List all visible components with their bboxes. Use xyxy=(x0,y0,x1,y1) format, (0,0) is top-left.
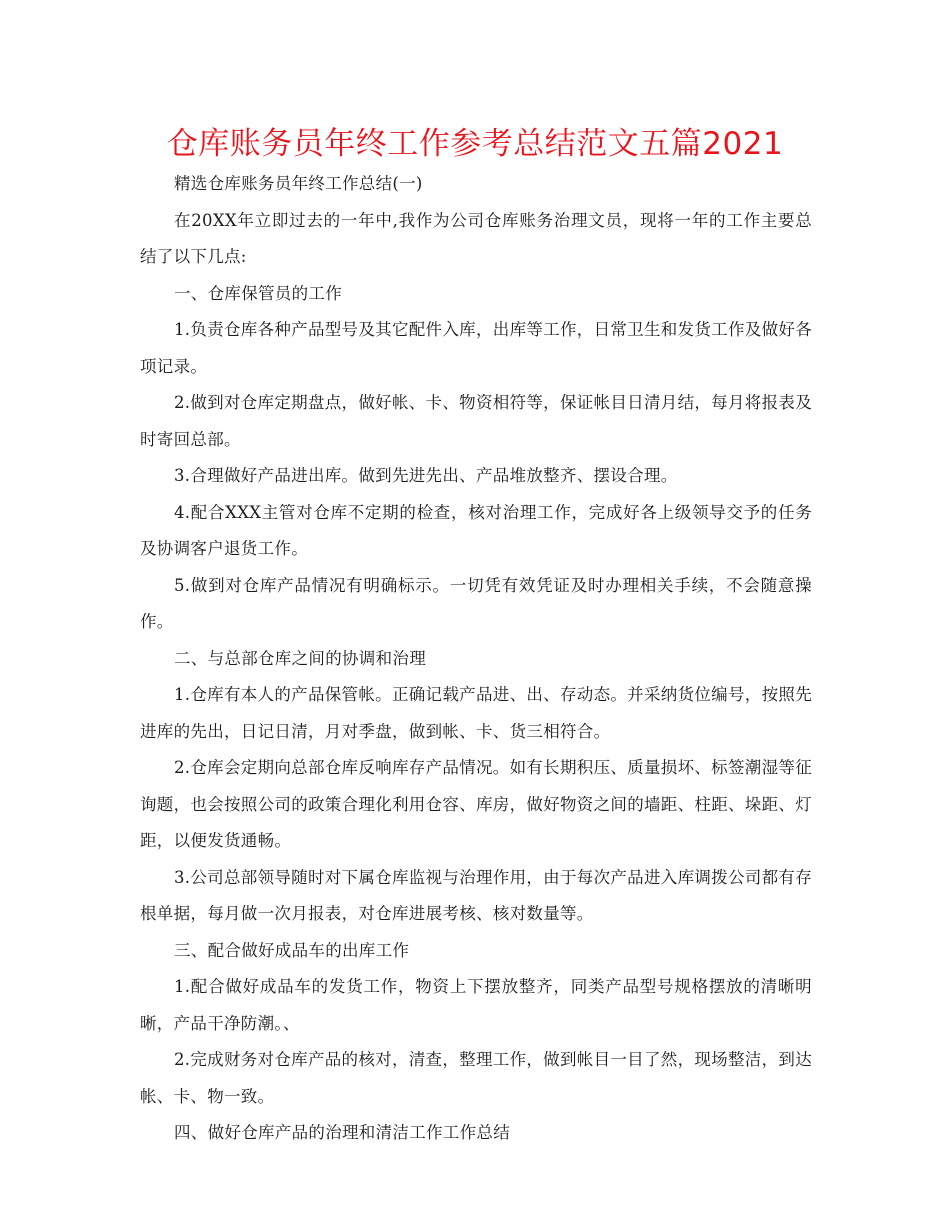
paragraph: 4.配合XXX主管对仓库不定期的检查，核对治理工作，完成好各上级领导交予的任务及协调客户退货工作。 xyxy=(140,502,812,558)
section-heading-1: 一、仓库保管员的工作 xyxy=(174,283,342,303)
paragraph: 3.公司总部领导随时对下属仓库监视与治理作用，由于每次产品进入库调拨公司都有存根单据，每月做一次月报表，对仓库进展考核、核对数量等。 xyxy=(140,867,812,923)
paragraph: 2.做到对仓库定期盘点，做好帐、卡、物资相符等，保证帐目日清月结，每月将报表及时寄回总部。 xyxy=(140,393,812,449)
subtitle-paragraph: 精选仓库账务员年终工作总结(一) xyxy=(174,174,423,193)
paragraph: 2.完成财务对仓库产品的核对，清查，整理工作，做到帐目一目了然，现场整洁，到达帐、卡、物一致。 xyxy=(140,1050,812,1106)
paragraph: 2.仓库会定期向总部仓库反响库存产品情况。如有长期积压、质量损坏、标签潮湿等征询题，也会按照公司的政策合理化利用仓容、库房，做好物资之间的墙距、柱距、垛距、灯距，以便发货通畅。 xyxy=(140,758,812,850)
paragraph: 5.做到对仓库产品情况有明确标示。一切凭有效凭证及时办理相关手续，不会随意操作。 xyxy=(140,575,812,631)
paragraph: 1.负责仓库各种产品型号及其它配件入库，出库等工作，日常卫生和发货工作及做好各项记录。 xyxy=(140,320,812,376)
paragraph: 1.配合做好成品车的发货工作，物资上下摆放整齐，同类产品型号规格摆放的清晰明晰，产品干净防潮。、 xyxy=(140,977,812,1033)
intro-paragraph: 在20XX年立即过去的一年中,我作为公司仓库账务治理文员，现将一年的工作主要总结了以下几点: xyxy=(140,210,812,266)
section-heading-2: 二、与总部仓库之间的协调和治理 xyxy=(174,648,426,668)
paragraph: 1.仓库有本人的产品保管帐。正确记载产品进、出、存动态。并采纳货位编号，按照先进库的先出，日记日清，月对季盘，做到帐、卡、货三相符合。 xyxy=(140,685,812,741)
section-heading-3: 三、配合做好成品车的出库工作 xyxy=(174,940,410,960)
document-body xyxy=(140,166,812,1152)
document-title: 仓库账务员年终工作参考总结范文五篇2021 xyxy=(166,126,784,162)
paragraph: 3.合理做好产品进出库。做到先进先出、产品堆放整齐、摆设合理。 xyxy=(174,466,678,485)
section-heading-4: 四、做好仓库产品的治理和清洁工作工作总结 xyxy=(174,1123,510,1142)
